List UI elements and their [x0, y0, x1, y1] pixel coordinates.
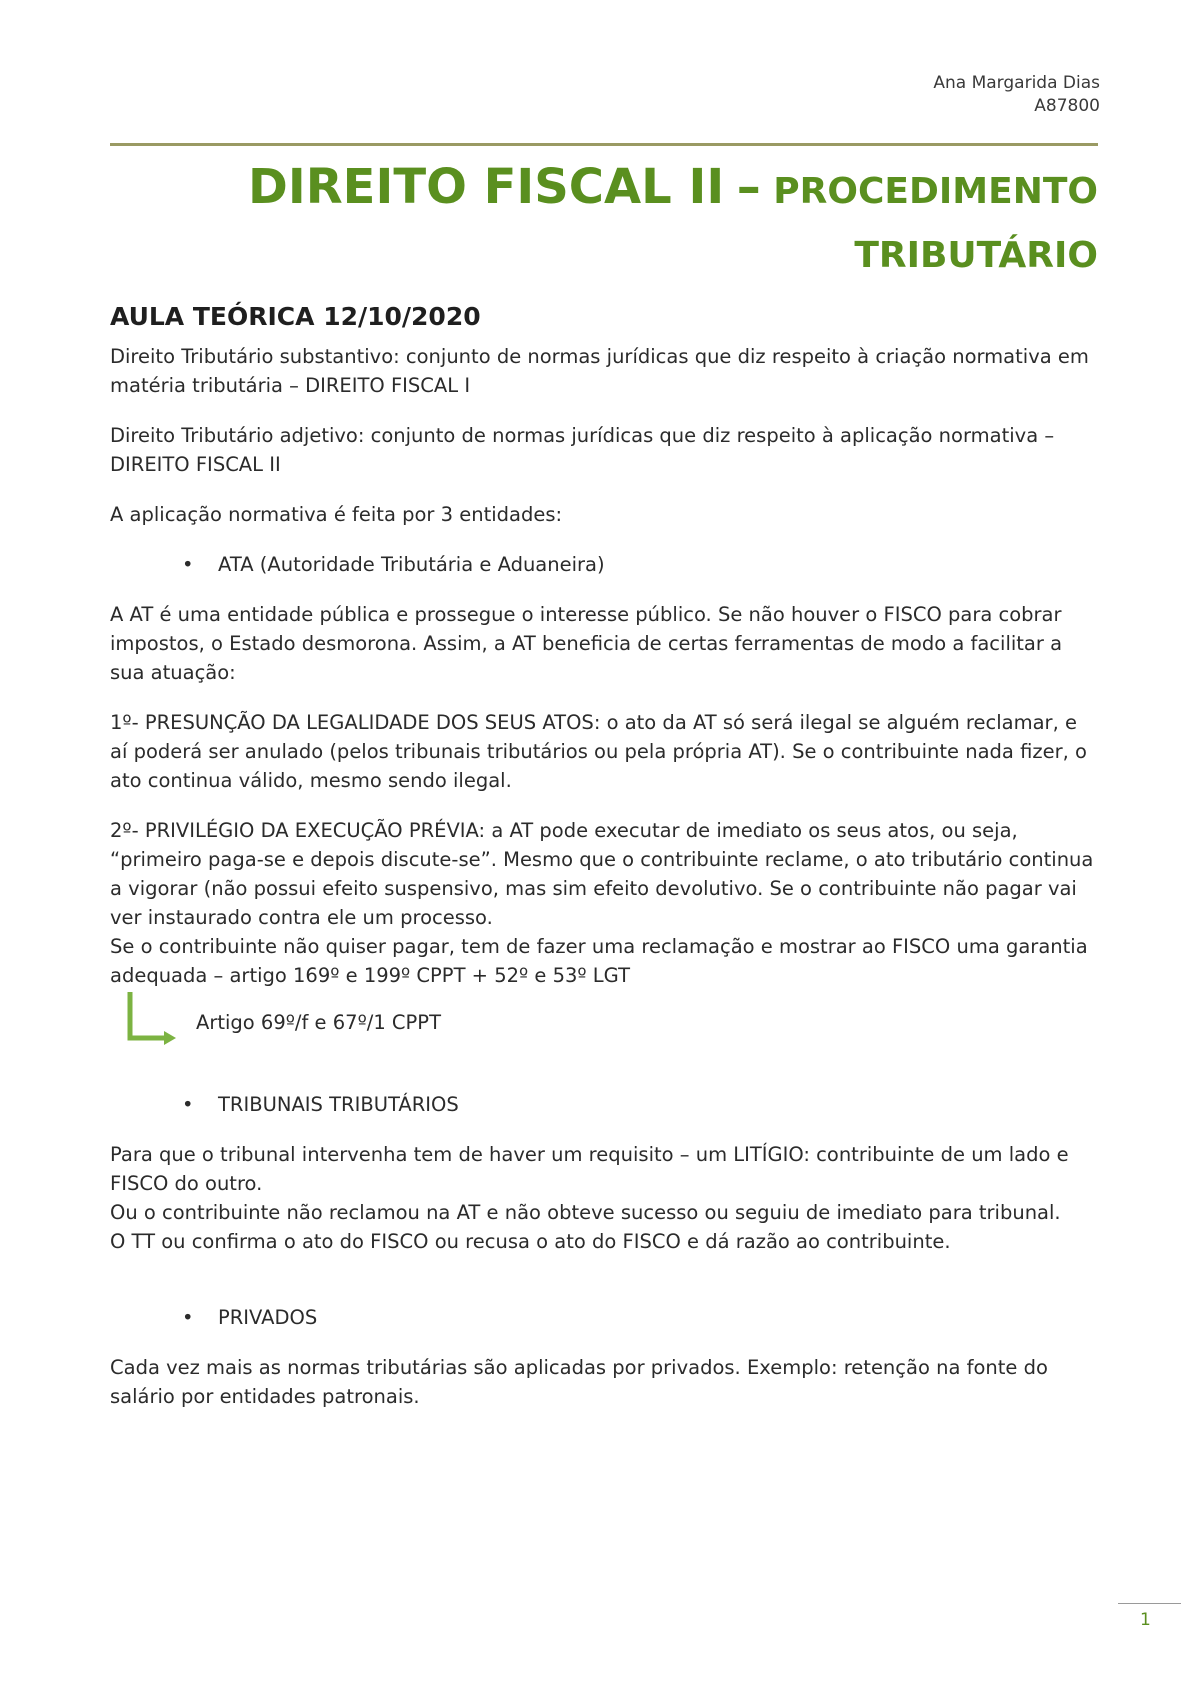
- list-item-tax-courts: [110, 1090, 1100, 1119]
- paragraph-litigation: Para que o tribunal intervenha tem de haver um requisito – um LITÍGIO: contribuinte de um lado e FISCO do outro.: [110, 1143, 1069, 1195]
- paragraph-entities-intro: A aplicação normativa é feita por 3 entidades:: [110, 503, 563, 526]
- bullet-icon: •: [182, 553, 194, 576]
- list-item-private: [110, 1303, 1100, 1332]
- list-item-label: PRIVADOS: [218, 1306, 318, 1329]
- paragraph-tt-decision: O TT ou confirma o ato do FISCO ou recusa o ato do FISCO e dá razão ao contribuinte.: [110, 1230, 951, 1253]
- author-name: Ana Margarida Dias: [933, 73, 1100, 93]
- header-author-block: [933, 72, 1100, 118]
- page-title: [198, 155, 1098, 288]
- lesson-heading: AULA TEÓRICA 12/10/2020: [110, 302, 481, 331]
- title-dash: –: [736, 159, 761, 215]
- title-sub-1: PROCEDIMENTO: [773, 171, 1098, 212]
- bent-arrow-right-icon: [124, 988, 184, 1050]
- paragraph-adjective-law: Direito Tributário adjetivo: conjunto de normas jurídicas que diz respeito à aplicação normativa – DIREITO FISCAL II: [110, 424, 1055, 476]
- arrow-note-row: [110, 996, 1100, 1046]
- paragraph-presumption-legality: 1º- PRESUNÇÃO DA LEGALIDADE DOS SEUS ATOS: o ato da AT só será ilegal se alguém reclamar, e aí poderá ser anulado (pelos tribunais tributários ou pela própria AT). Se o contribuinte nada fizer, o ato continua válido, mesmo sendo ilegal.: [110, 711, 1087, 792]
- arrow-note-text: Artigo 69º/f e 67º/1 CPPT: [196, 1011, 441, 1034]
- paragraph-no-success: Ou o contribuinte não reclamou na AT e não obteve sucesso ou seguiu de imediato para tribunal.: [110, 1201, 1061, 1224]
- bullet-icon: •: [182, 1306, 194, 1329]
- paragraph-guarantee: Se o contribuinte não quiser pagar, tem de fazer uma reclamação e mostrar ao FISCO uma garantia adequada – artigo 169º e 199º CPPT + 52º e 53º LGT: [110, 935, 1088, 987]
- paragraph-substantive-law: Direito Tributário substantivo: conjunto de normas jurídicas que diz respeito à criação normativa em matéria tributária – DIREITO FISCAL I: [110, 345, 1089, 397]
- title-sub-2: TRIBUTÁRIO: [854, 235, 1098, 276]
- list-item-label: ATA (Autoridade Tributária e Aduaneira): [218, 553, 605, 576]
- footer-divider: [1118, 1603, 1181, 1604]
- student-id: A87800: [1034, 96, 1100, 116]
- header-divider: [110, 143, 1098, 146]
- paragraph-at-description: A AT é uma entidade pública e prossegue o interesse público. Se não houver o FISCO para cobrar impostos, o Estado desmorona. Assim, a AT beneficia de certas ferramentas de modo a facilitar a sua atuação:: [110, 603, 1063, 684]
- title-main: DIREITO FISCAL II: [248, 159, 725, 215]
- list-item-label: TRIBUNAIS TRIBUTÁRIOS: [218, 1093, 459, 1116]
- list-item-ata: [110, 550, 1100, 579]
- bullet-icon: •: [182, 1093, 194, 1116]
- document-body: [110, 342, 1100, 1432]
- page-number: 1: [1140, 1610, 1151, 1630]
- paragraph-private-application: Cada vez mais as normas tributárias são aplicadas por privados. Exemplo: retenção na fonte do salário por entidades patronais.: [110, 1356, 1048, 1408]
- paragraph-prior-execution: 2º- PRIVILÉGIO DA EXECUÇÃO PRÉVIA: a AT pode executar de imediato os seus atos, ou seja, “primeiro paga-se e depois discute-se”. Mesmo que o contribuinte reclame, o ato tributário continua a vigorar (não possui efeito suspensivo, mas sim efeito devolutivo. Se o contribuinte não pagar vai ver instaurado contra ele um processo.: [110, 819, 1094, 929]
- spacer: [110, 1277, 1100, 1303]
